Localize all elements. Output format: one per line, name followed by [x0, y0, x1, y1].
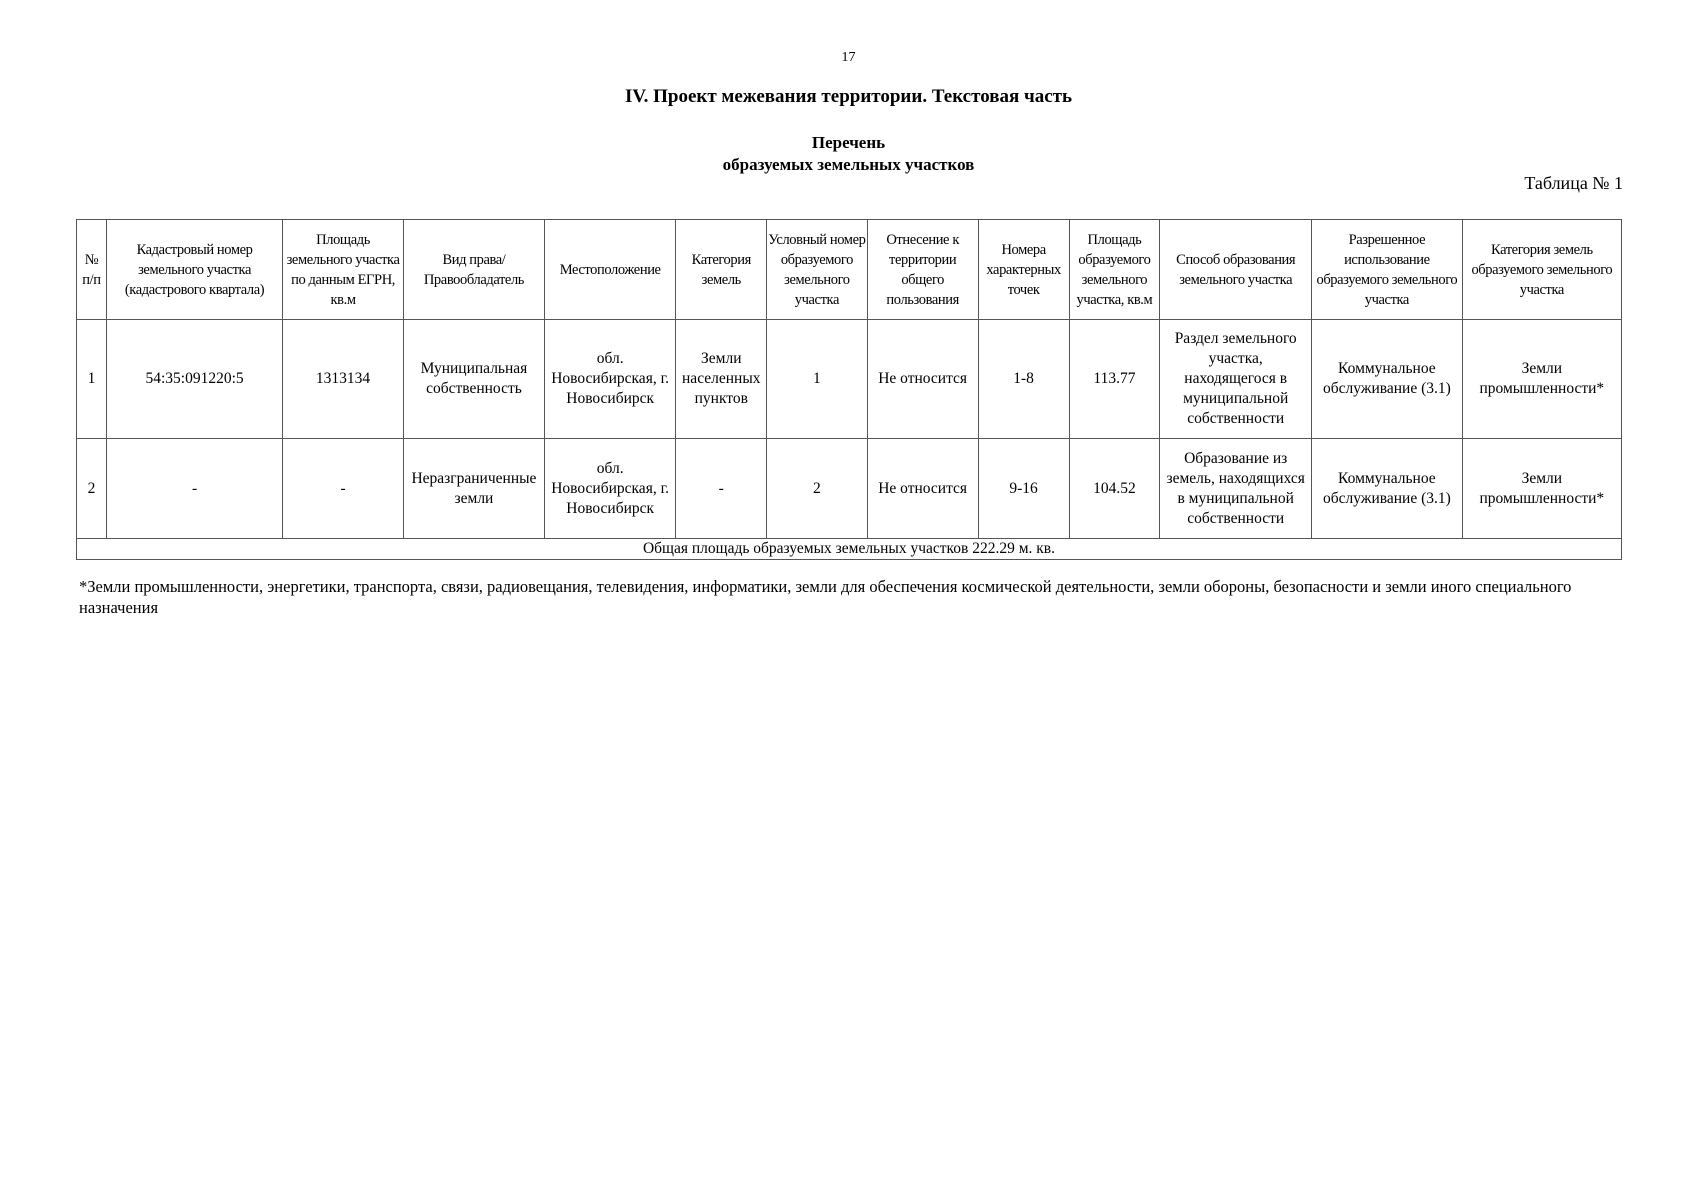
header-area: Площадь образуемого земельного участка, кв.м — [1069, 220, 1160, 320]
header-right: Вид права/ Правообладатель — [403, 220, 544, 320]
cell-cadastral: 54:35:091220:5 — [106, 320, 282, 439]
header-cond-num: Условный номер образуемого земельного участка — [767, 220, 867, 320]
parcels-table — [76, 219, 1622, 560]
header-category: Категория земель — [676, 220, 767, 320]
cell-public-use: Не относится — [867, 439, 978, 539]
table-row — [77, 320, 1622, 439]
table-total-row — [77, 539, 1622, 560]
cell-permitted-use: Коммунальное обслуживание (3.1) — [1312, 320, 1463, 439]
cell-permitted-use: Коммунальное обслуживание (3.1) — [1312, 439, 1463, 539]
cell-num: 1 — [77, 320, 107, 439]
cell-category: - — [676, 439, 767, 539]
list-title-line-2: образуемых земельных участков — [722, 155, 975, 174]
table-caption: Таблица № 1 — [1524, 173, 1623, 193]
header-num: № п/п — [77, 220, 107, 320]
header-location: Местоположение — [544, 220, 675, 320]
page-number: 17 — [841, 50, 856, 65]
cell-points: 1-8 — [978, 320, 1069, 439]
cell-area: 104.52 — [1069, 439, 1160, 539]
cell-cond-num: 2 — [767, 439, 867, 539]
cell-method: Раздел земельного участка, находящегося в муниципальной собственности — [1160, 320, 1312, 439]
table-row — [77, 439, 1622, 539]
cell-right: Неразграниченные земли — [403, 439, 544, 539]
header-egrn-area: Площадь земельного участка по данным ЕГРН, кв.м — [283, 220, 404, 320]
header-method: Способ образования земельного участка — [1160, 220, 1312, 320]
footnote: *Земли промышленности, энергетики, транспорта, связи, радиовещания, телевидения, информатики, земли для обеспечения космической деятельности, земли обороны, безопасности и земли иного специального назначения — [79, 577, 1572, 617]
table-header-row — [77, 220, 1622, 320]
cell-egrn-area: 1313134 — [283, 320, 404, 439]
cell-new-category: Земли промышленности* — [1462, 320, 1621, 439]
cell-location: обл. Новосибирская, г. Новосибирск — [544, 320, 675, 439]
cell-method: Образование из земель, находящихся в муниципальной собственности — [1160, 439, 1312, 539]
cell-cond-num: 1 — [767, 320, 867, 439]
cell-right: Муниципальная собственность — [403, 320, 544, 439]
header-permitted-use: Разрешенное использование образуемого земельного участка — [1312, 220, 1463, 320]
list-title-line-1: Перечень — [811, 133, 886, 152]
list-title — [0, 132, 1697, 176]
cell-cadastral: - — [106, 439, 282, 539]
header-public-use: Отнесение к территории общего пользования — [867, 220, 978, 320]
cell-location: обл. Новосибирская, г. Новосибирск — [544, 439, 675, 539]
cell-public-use: Не относится — [867, 320, 978, 439]
total-area: Общая площадь образуемых земельных участков 222.29 м. кв. — [77, 539, 1622, 560]
cell-points: 9-16 — [978, 439, 1069, 539]
cell-new-category: Земли промышленности* — [1462, 439, 1621, 539]
cell-egrn-area: - — [283, 439, 404, 539]
cell-category: Земли населенных пунктов — [676, 320, 767, 439]
header-cadastral: Кадастровый номер земельного участка (кадастрового квартала) — [106, 220, 282, 320]
header-points: Номера характерных точек — [978, 220, 1069, 320]
cell-num: 2 — [77, 439, 107, 539]
header-new-category: Категория земель образуемого земельного участка — [1462, 220, 1621, 320]
page-title: IV. Проект межевания территории. Текстовая часть — [624, 86, 1073, 107]
cell-area: 113.77 — [1069, 320, 1160, 439]
